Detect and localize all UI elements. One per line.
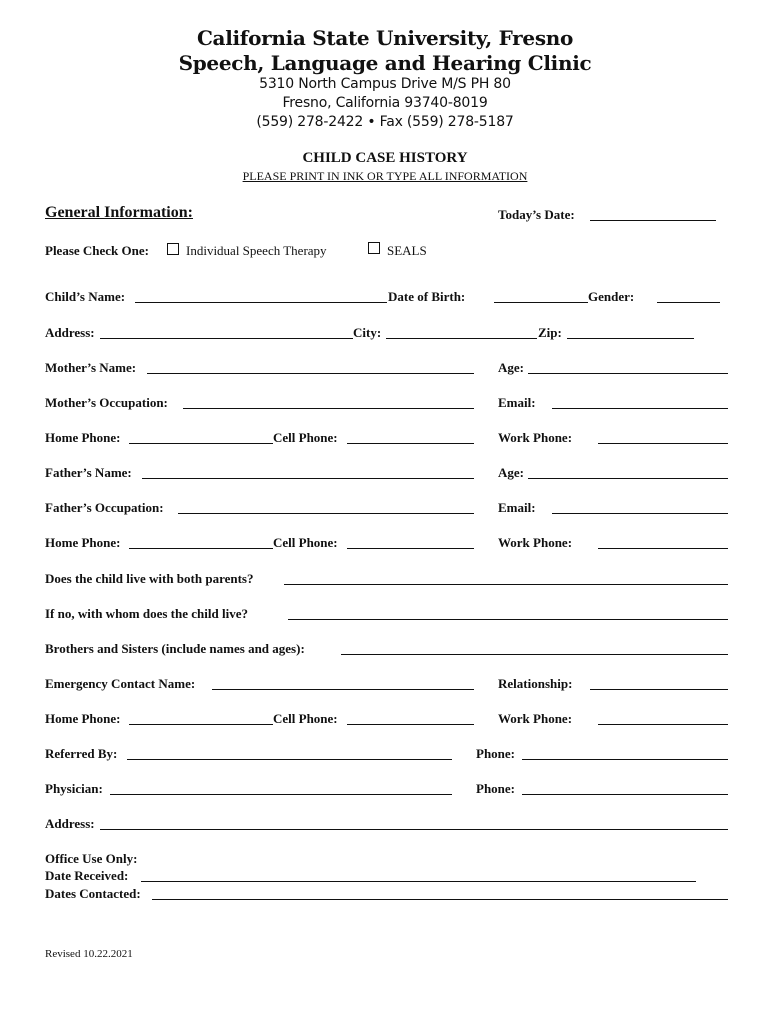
referrer-phone-label: Phone:	[476, 746, 515, 761]
date-received-field[interactable]	[141, 881, 696, 882]
fathers-email-label: Email:	[498, 500, 536, 515]
mothers-name-label: Mother’s Name:	[45, 360, 137, 375]
check-one-label: Please Check One:	[45, 243, 149, 258]
individual-speech-therapy-label: Individual Speech Therapy	[186, 243, 327, 258]
relationship-label: Relationship:	[498, 676, 573, 691]
emergency-cell-phone-label: Cell Phone:	[273, 711, 338, 726]
emergency-home-phone-label: Home Phone:	[45, 711, 121, 726]
city-field[interactable]	[386, 338, 537, 339]
gender-label: Gender:	[588, 289, 635, 304]
clinic-address-line2: Fresno, California 93740-8019	[282, 95, 488, 111]
mothers-home-phone-field[interactable]	[129, 443, 273, 444]
emergency-work-phone-label: Work Phone:	[498, 711, 573, 726]
mothers-cell-phone-label: Cell Phone:	[273, 430, 338, 445]
fathers-occupation-field[interactable]	[178, 513, 474, 514]
fathers-name-label: Father’s Name:	[45, 465, 132, 480]
physician-address-field[interactable]	[100, 829, 728, 830]
todays-date-label: Today’s Date:	[498, 207, 575, 222]
section-general-information: General Information:	[45, 204, 193, 221]
seals-checkbox[interactable]	[368, 242, 380, 254]
city-label: City:	[353, 325, 382, 340]
physician-label: Physician:	[45, 781, 103, 796]
mothers-email-label: Email:	[498, 395, 536, 410]
mothers-age-field[interactable]	[528, 373, 728, 374]
mothers-home-phone-label: Home Phone:	[45, 430, 121, 445]
fathers-cell-phone-field[interactable]	[347, 548, 474, 549]
clinic-address-line1: 5310 North Campus Drive M/S PH 80	[259, 76, 511, 92]
revision-date: Revised 10.22.2021	[45, 948, 133, 960]
physician-phone-field[interactable]	[522, 794, 728, 795]
zip-label: Zip:	[538, 325, 562, 340]
form-title: CHILD CASE HISTORY	[302, 150, 468, 166]
if-no-with-whom-field[interactable]	[288, 619, 728, 620]
zip-field[interactable]	[567, 338, 694, 339]
mothers-occupation-field[interactable]	[183, 408, 474, 409]
address-label: Address:	[45, 325, 95, 340]
siblings-field[interactable]	[341, 654, 728, 655]
emergency-contact-field[interactable]	[212, 689, 474, 690]
university-name: California State University, Fresno	[196, 26, 574, 50]
referred-by-field[interactable]	[127, 759, 452, 760]
form-instruction: PLEASE PRINT IN INK OR TYPE ALL INFORMATION	[242, 169, 528, 183]
mothers-work-phone-label: Work Phone:	[498, 430, 573, 445]
fathers-occupation-label: Father’s Occupation:	[45, 500, 164, 515]
referred-by-label: Referred By:	[45, 746, 118, 761]
fathers-home-phone-field[interactable]	[129, 548, 273, 549]
fathers-age-label: Age:	[498, 465, 524, 480]
fathers-age-field[interactable]	[528, 478, 728, 479]
seals-label: SEALS	[387, 243, 427, 258]
emergency-home-phone-field[interactable]	[129, 724, 273, 725]
date-received-label: Date Received:	[45, 868, 129, 883]
physician-phone-label: Phone:	[476, 781, 515, 796]
date-of-birth-field[interactable]	[494, 302, 588, 303]
office-use-only-label: Office Use Only:	[45, 851, 138, 866]
gender-field[interactable]	[657, 302, 720, 303]
referrer-phone-field[interactable]	[522, 759, 728, 760]
live-with-both-parents-field[interactable]	[284, 584, 728, 585]
dates-contacted-field[interactable]	[152, 899, 728, 900]
childs-name-label: Child’s Name:	[45, 289, 126, 304]
fathers-name-field[interactable]	[142, 478, 474, 479]
if-no-with-whom-label: If no, with whom does the child live?	[45, 606, 248, 621]
fathers-work-phone-label: Work Phone:	[498, 535, 573, 550]
relationship-field[interactable]	[590, 689, 728, 690]
dates-contacted-label: Dates Contacted:	[45, 886, 141, 901]
siblings-label: Brothers and Sisters (include names and ages):	[45, 641, 305, 656]
clinic-phone-fax: (559) 278-2422 • Fax (559) 278-5187	[256, 114, 514, 130]
mothers-name-field[interactable]	[147, 373, 474, 374]
todays-date-field[interactable]	[590, 220, 716, 221]
fathers-work-phone-field[interactable]	[598, 548, 728, 549]
address-field[interactable]	[100, 338, 353, 339]
mothers-occupation-label: Mother’s Occupation:	[45, 395, 168, 410]
individual-speech-therapy-checkbox[interactable]	[167, 243, 179, 255]
mothers-work-phone-field[interactable]	[598, 443, 728, 444]
childs-name-field[interactable]	[135, 302, 387, 303]
physician-address-label: Address:	[45, 816, 95, 831]
fathers-cell-phone-label: Cell Phone:	[273, 535, 338, 550]
fathers-email-field[interactable]	[552, 513, 728, 514]
physician-field[interactable]	[110, 794, 452, 795]
clinic-name: Speech, Language and Hearing Clinic	[178, 51, 592, 75]
date-of-birth-label: Date of Birth:	[388, 289, 466, 304]
live-with-both-parents-label: Does the child live with both parents?	[45, 571, 254, 586]
mothers-email-field[interactable]	[552, 408, 728, 409]
mothers-age-label: Age:	[498, 360, 524, 375]
emergency-work-phone-field[interactable]	[598, 724, 728, 725]
emergency-cell-phone-field[interactable]	[347, 724, 474, 725]
emergency-contact-label: Emergency Contact Name:	[45, 676, 196, 691]
mothers-cell-phone-field[interactable]	[347, 443, 474, 444]
fathers-home-phone-label: Home Phone:	[45, 535, 121, 550]
